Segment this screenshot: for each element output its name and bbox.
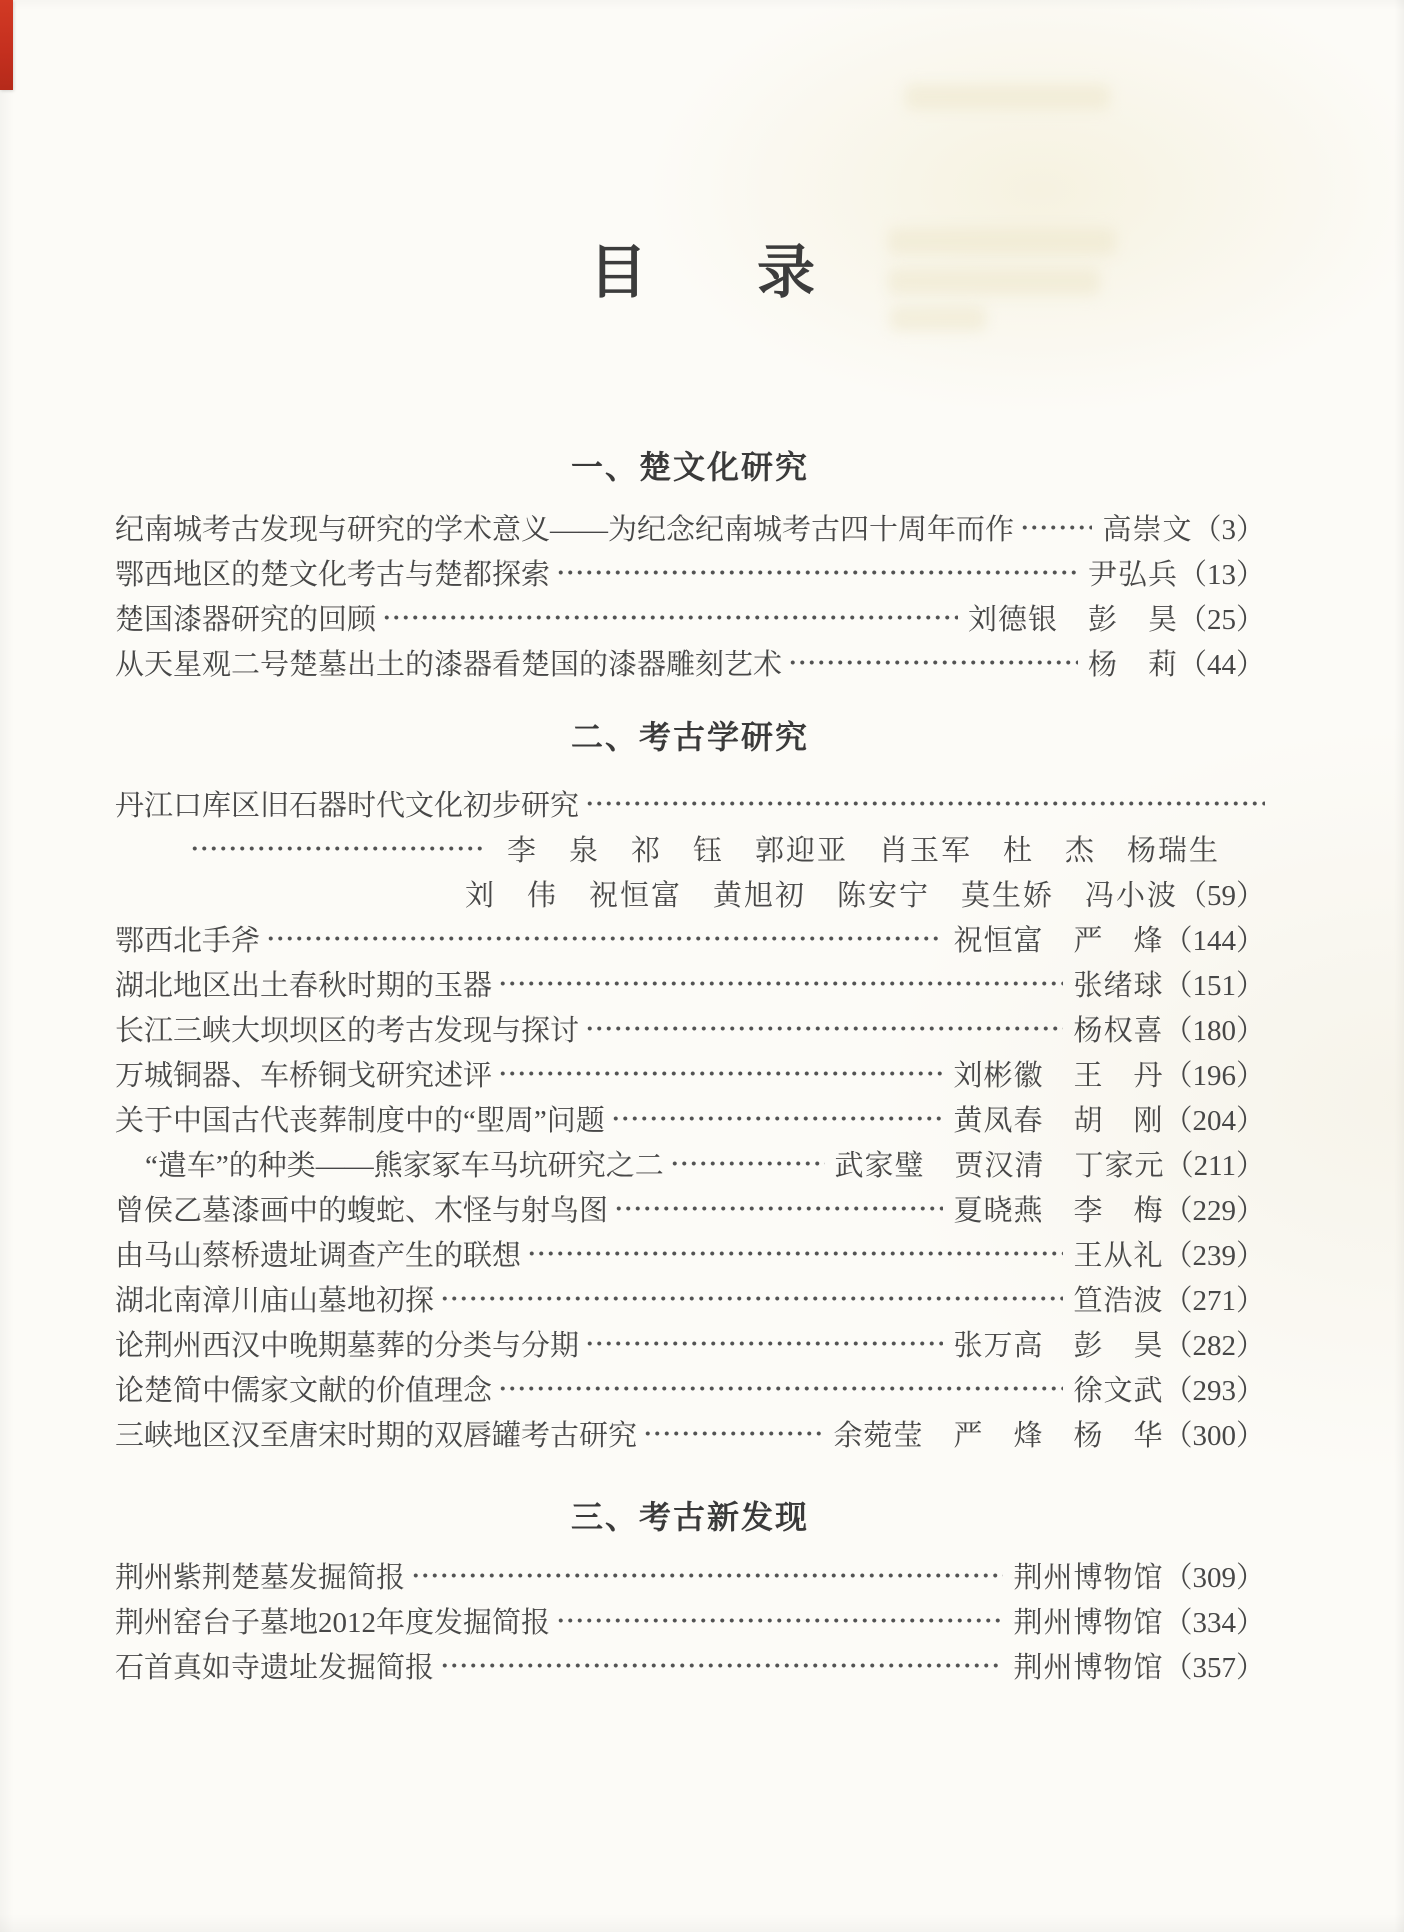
entry-authors: 荆州博物馆 <box>1013 1562 1164 1594</box>
toc-entry <box>115 1276 1265 1321</box>
entry-authors: 尹弘兵 <box>1087 559 1178 591</box>
toc-entry-authors-continuation <box>115 871 1265 916</box>
entry-page-number: （239） <box>1163 1240 1265 1272</box>
entry-page-number: （271） <box>1163 1285 1265 1317</box>
section-heading-2: 二、考古学研究 <box>570 719 809 755</box>
toc-entry <box>115 961 1265 1006</box>
entry-title: “遣车”的种类——熊家冢车马坑研究之二 <box>145 1150 664 1182</box>
dot-leader <box>556 550 1078 595</box>
entry-authors: 徐文武 <box>1073 1375 1164 1407</box>
entry-page-number: （293） <box>1163 1375 1265 1407</box>
entry-authors: 张绪球 <box>1073 970 1164 1002</box>
dot-leader <box>527 1231 1063 1276</box>
entry-authors: 祝恒富 严 烽 <box>953 925 1164 957</box>
entry-page-number: （59） <box>1177 880 1265 912</box>
page-title: 目 录 <box>588 240 841 305</box>
dot-leader <box>585 781 1265 826</box>
dot-leader <box>556 1598 1003 1643</box>
entry-title: 荆州紫荆楚墓发掘简报 <box>115 1562 406 1594</box>
entry-page-number: （3） <box>1192 514 1265 546</box>
toc-entry <box>115 1366 1265 1411</box>
entry-authors: 笪浩波 <box>1073 1285 1164 1317</box>
toc-entry <box>115 1598 1265 1643</box>
toc-entry <box>115 1006 1265 1051</box>
entry-page-number: （44） <box>1177 649 1265 681</box>
entry-page-number: （151） <box>1163 970 1265 1002</box>
section-heading-3: 三、考古新发现 <box>570 1499 809 1535</box>
entry-authors: 夏晓燕 李 梅 <box>953 1195 1164 1227</box>
entry-title: 湖北南漳川庙山墓地初探 <box>115 1285 435 1317</box>
entry-authors: 高崇文 <box>1102 514 1193 546</box>
toc-entry <box>115 550 1265 595</box>
entry-title: 纪南城考古发现与研究的学术意义——为纪念纪南城考古四十周年而作 <box>115 514 1015 546</box>
red-page-edge-strip <box>0 0 13 90</box>
entry-page-number: （180） <box>1163 1015 1265 1047</box>
entry-authors: 杨 莉 <box>1087 649 1178 681</box>
dot-leader <box>498 961 1063 1006</box>
entry-authors: 荆州博物馆 <box>1013 1652 1164 1684</box>
entry-page-number: （196） <box>1163 1060 1265 1092</box>
entry-page-number: （25） <box>1177 604 1265 636</box>
section-2-entries <box>115 781 1265 1456</box>
toc-entry <box>115 640 1265 685</box>
entry-page-number: （13） <box>1177 559 1265 591</box>
entry-authors: 余菀莹 严 烽 杨 华 <box>833 1420 1164 1452</box>
entry-title: 石首真如寺遗址发掘简报 <box>115 1652 435 1684</box>
dot-leader <box>440 1643 1003 1688</box>
dot-leader <box>190 826 485 871</box>
dot-leader <box>585 1321 943 1366</box>
entry-title: 鄂西地区的楚文化考古与楚都探索 <box>115 559 551 591</box>
entry-authors: 刘德银 彭 昊 <box>967 604 1178 636</box>
entry-authors: 刘 伟 祝恒富 黄旭初 陈安宁 莫生娇 冯小波 <box>464 880 1178 912</box>
entry-authors: 张万高 彭 昊 <box>953 1330 1164 1362</box>
dot-leader <box>614 1186 943 1231</box>
dot-leader <box>670 1141 825 1186</box>
dot-leader <box>498 1366 1063 1411</box>
entry-title: 湖北地区出土春秋时期的玉器 <box>115 970 493 1002</box>
entry-title: 万城铜器、车桥铜戈研究述评 <box>115 1060 493 1092</box>
entry-title: 荆州窑台子墓地2012年度发掘简报 <box>115 1607 551 1639</box>
toc-entry <box>115 781 1265 826</box>
toc-entry <box>115 1321 1265 1366</box>
entry-title: 论荆州西汉中晚期墓葬的分类与分期 <box>115 1330 580 1362</box>
toc-entry <box>115 916 1265 961</box>
toc-entry <box>115 1186 1265 1231</box>
toc-entry <box>115 1553 1265 1598</box>
section-heading-1: 一、楚文化研究 <box>570 449 809 485</box>
dot-leader <box>266 916 943 961</box>
entry-authors: 刘彬徽 王 丹 <box>953 1060 1164 1092</box>
toc-entry <box>115 1051 1265 1096</box>
entry-authors: 杨权喜 <box>1073 1015 1164 1047</box>
toc-entry <box>115 1231 1265 1276</box>
entry-page-number: （300） <box>1163 1420 1265 1452</box>
dot-leader <box>1020 505 1092 550</box>
entry-authors: 李 泉 祁 钰 郭迎亚 肖玉军 杜 杰 杨瑞生 <box>507 835 1221 867</box>
dot-leader <box>585 1006 1063 1051</box>
dot-leader <box>643 1411 823 1456</box>
dot-leader <box>411 1553 1003 1598</box>
toc-entry <box>115 595 1265 640</box>
entry-title: 丹江口库区旧石器时代文化初步研究 <box>115 790 580 822</box>
entry-title: 从天星观二号楚墓出土的漆器看楚国的漆器雕刻艺术 <box>115 649 783 681</box>
entry-title: 曾侯乙墓漆画中的蝮蛇、木怪与射鸟图 <box>115 1195 609 1227</box>
dot-leader <box>788 640 1078 685</box>
entry-title: 鄂西北手斧 <box>115 925 261 957</box>
entry-title: 楚国漆器研究的回顾 <box>115 604 377 636</box>
dot-leader <box>611 1096 944 1141</box>
entry-title: 关于中国古代丧葬制度中的“堲周”问题 <box>115 1105 605 1137</box>
entry-page-number: （334） <box>1163 1607 1265 1639</box>
dot-leader <box>498 1051 943 1096</box>
toc-entry <box>115 1411 1265 1456</box>
toc-entry <box>115 1643 1265 1688</box>
entry-page-number: （211） <box>1164 1150 1265 1182</box>
toc-entry-authors-continuation <box>115 826 1265 871</box>
entry-authors: 黄凤春 胡 刚 <box>953 1105 1164 1137</box>
entry-title: 长江三峡大坝坝区的考古发现与探讨 <box>115 1015 580 1047</box>
dot-leader <box>382 595 958 640</box>
entry-page-number: （357） <box>1163 1652 1265 1684</box>
section-1-entries <box>115 505 1265 685</box>
entry-page-number: （309） <box>1163 1562 1265 1594</box>
bleedthrough-text-smudge <box>890 306 986 331</box>
bleedthrough-text-smudge <box>905 84 1110 110</box>
entry-title: 三峡地区汉至唐宋时期的双唇罐考古研究 <box>115 1420 638 1452</box>
entry-page-number: （204） <box>1163 1105 1265 1137</box>
section-3-entries <box>115 1553 1265 1688</box>
entry-authors: 王从礼 <box>1073 1240 1164 1272</box>
entry-page-number: （229） <box>1163 1195 1265 1227</box>
entry-authors: 荆州博物馆 <box>1013 1607 1164 1639</box>
entry-page-number: （282） <box>1163 1330 1265 1362</box>
dot-leader <box>440 1276 1063 1321</box>
entry-page-number: （144） <box>1163 925 1265 957</box>
entry-title: 由马山蔡桥遗址调查产生的联想 <box>115 1240 522 1272</box>
entry-authors: 武家璧 贾汉清 丁家元 <box>834 1150 1165 1182</box>
toc-entry <box>115 1141 1265 1186</box>
toc-entry <box>115 505 1265 550</box>
toc-entry <box>115 1096 1265 1141</box>
entry-title: 论楚简中儒家文献的价值理念 <box>115 1375 493 1407</box>
